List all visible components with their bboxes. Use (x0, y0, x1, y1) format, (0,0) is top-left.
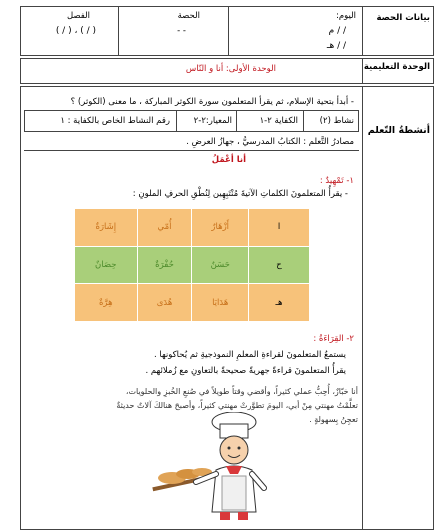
period-value: - - (177, 26, 186, 36)
reading-bullet-2: يقرأُ المتعلمونَ قراءةً جهريةً صحيحةً بالتعاونِ مع زُملائهم . (145, 366, 346, 376)
intro-section-title (320, 176, 354, 187)
passage-line-1: أنا خبّازٌ، أُحِبُّ عملي كثيراً، وأقضي وقتاً طويلاً في صُنعِ الخُبزِ والحلويات، (125, 387, 358, 396)
row-letter: ح (249, 246, 310, 284)
word-cell: أُمّي (137, 209, 192, 247)
date-greg: / / م (328, 26, 346, 36)
word-cell: أَزْهَارٌ (192, 209, 249, 247)
unit-label: الوحدة التعليمية (363, 62, 430, 72)
date-hijri: / / هـ (326, 41, 346, 51)
session-data-label: بيانات الحصة (376, 13, 430, 23)
letter-row-ha (75, 284, 310, 322)
section-title: أنا أعْمَلُ (211, 155, 246, 165)
intro-section-title-text: ١- تَمْهِيدٌ : (319, 176, 354, 186)
word-cell: هِرَّةٌ (75, 284, 138, 322)
letter-row-alef (75, 209, 310, 247)
reading-bullet-1: يستمعُ المتعلمونَ لقراءةِ المعلمِ النموذجيةِ ثم يُحاكونها . (153, 350, 346, 360)
competency-label: الكفاية ٢-١ (259, 116, 298, 126)
activity-number: رقم النشاط الخاص بالكفاية : ١ (60, 116, 170, 126)
day-label: اليوم: (335, 11, 356, 21)
reading-title (313, 334, 354, 345)
letter-table (74, 208, 310, 322)
standard-label: المعيار:٢-٢ (193, 116, 232, 126)
word-cell: حُفْرَةٌ (137, 246, 192, 284)
class-label: الفصل (66, 11, 90, 21)
intro-line: - أبدأ بتحية الإسلام، ثم يقرأ المتعلمون سورة الكوثر المباركة ، ما معنى (الكوثر) ؟ (70, 97, 354, 107)
baker-illustration (152, 412, 282, 522)
intro-section-line: - يقرأُ المتعلمونَ الكلماتِ الآتيةَ مُنْتَبِهِين لِنُطْقِ الحرفِ الملونِ : (132, 189, 348, 199)
side-label: أنشطةُ التّعلم (367, 125, 430, 136)
letter-row-haa (75, 246, 310, 284)
activity-label: نشاط (٢) (319, 116, 354, 126)
passage-line-3: تعجِنُ بِسهولةٍ . (309, 415, 358, 424)
sources-line: مصادرُ التَّعلم : الكتابُ المدرسيُّ ، جهازُ العرضِ . (186, 137, 354, 147)
row-letter: هـ (249, 284, 310, 322)
word-cell: هُدَى (137, 284, 192, 322)
word-cell: هَدَايَا (192, 284, 249, 322)
row-letter: ا (249, 209, 310, 247)
period-label: الحصة (177, 11, 200, 21)
reading-title-text: ٢- القِرَاءَةُ : (313, 334, 354, 344)
word-cell: إِشَارَةٌ (75, 209, 138, 247)
word-cell: حَسَنٌ (192, 246, 249, 284)
class-value: ( / ) ، ( / ) (55, 26, 96, 36)
unit-value: الوحدة الأولى: أنا و النّاس (185, 64, 276, 74)
passage-line-2: تعلَّمْتُ مهنتي مِنْ أبي، اليومَ تطوَّرتْ مهنتي كثيراً، وأصبحَ هنالكَ آلاتٌ حديثةٌ (116, 401, 358, 410)
word-cell: حِصَانٌ (75, 246, 138, 284)
